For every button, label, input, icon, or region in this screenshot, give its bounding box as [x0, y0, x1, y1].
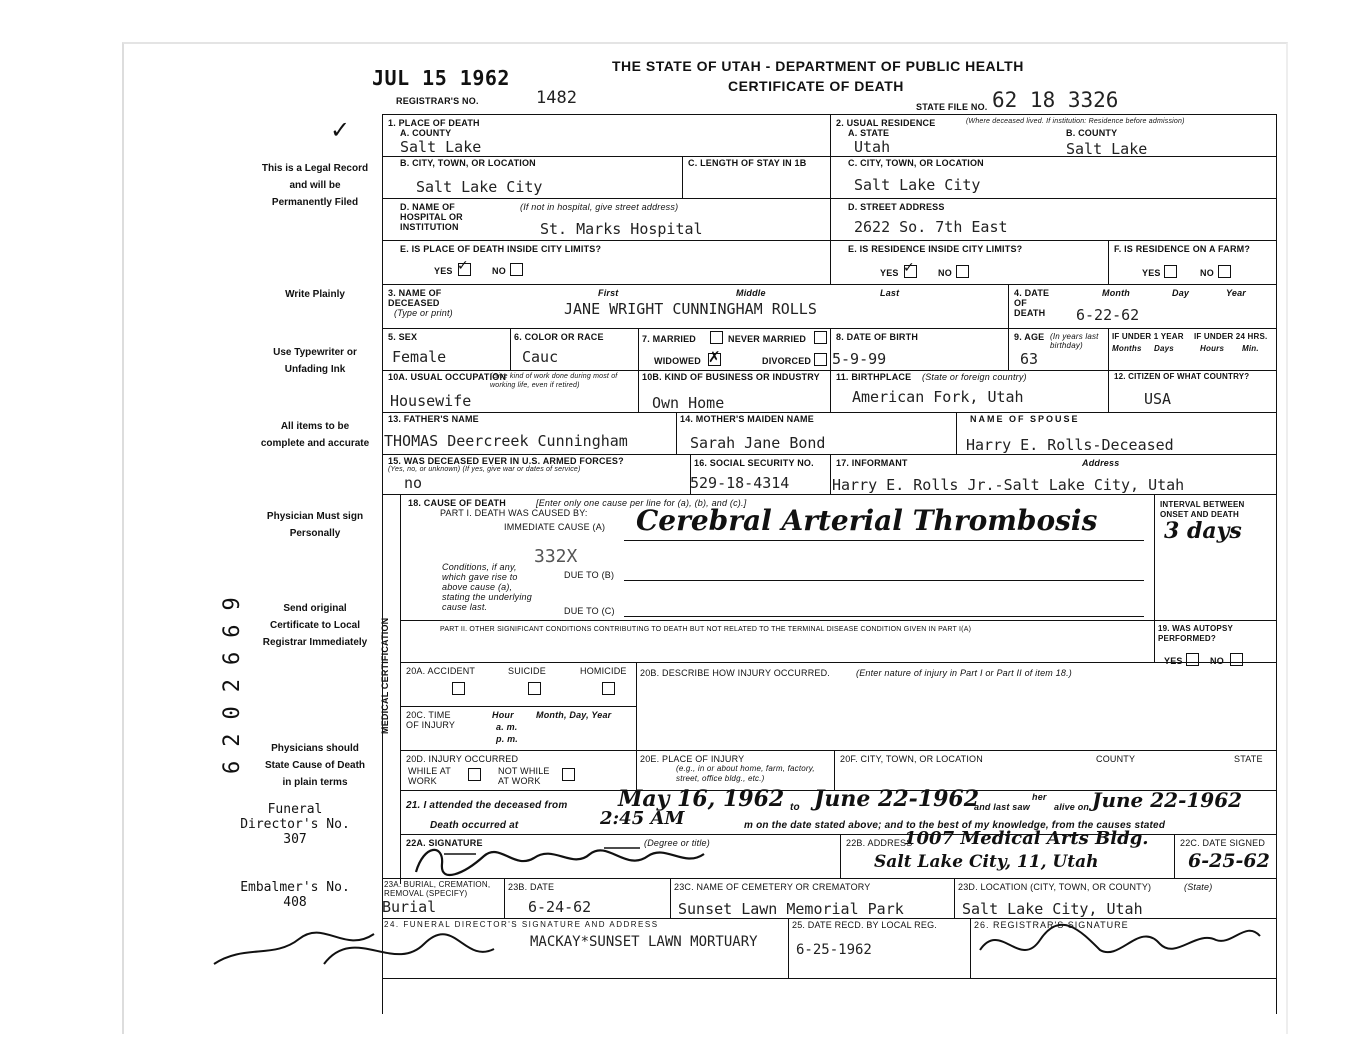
label-mother: 14. MOTHER'S MAIDEN NAME [680, 414, 814, 424]
label-hours: Hours [1200, 344, 1225, 353]
label-forces-note: (Yes, no, or unknown) (If yes, give war or dates of service) [388, 466, 581, 473]
label-birth: 8. DATE OF BIRTH [836, 332, 919, 342]
label-on-date: m on the date stated above; and to the best of my knowledge, from the causes stated [744, 820, 1166, 831]
note-typewriter: Use Typewriter or Unfading Ink [273, 347, 357, 375]
value-burial-date: 6-24-62 [528, 898, 592, 916]
label-hospital: D. NAME OF HOSPITAL OR INSTITUTION [400, 202, 463, 232]
note-physician-sign: Physician Must sign Personally [266, 511, 364, 539]
checkmark-icon: ✓ [330, 116, 351, 144]
label-county: A. COUNTY [400, 128, 452, 138]
label-day: Day [1172, 288, 1190, 298]
label-mdy: Month, Day, Year [536, 710, 612, 720]
value-name: JANE WRIGHT CUNNINGHAM ROLLS [564, 300, 817, 318]
label-street: D. STREET ADDRESS [848, 202, 945, 212]
label-occurred-at: Death occurred at [430, 820, 519, 831]
note-legal-record: This is a Legal Record and will be Permanently Filed [261, 163, 369, 208]
value-age: 63 [1020, 350, 1039, 368]
note-state-cause: Physicians should State Cause of Death in plain terms [264, 743, 366, 788]
label-injury-city: 20F. CITY, TOWN, OR LOCATION [840, 754, 983, 764]
label-funeral-signature: 24. FUNERAL DIRECTOR'S SIGNATURE AND ADDRESS [384, 920, 659, 929]
label-place-injury: 20E. PLACE OF INJURY [640, 754, 745, 764]
label-injury-occurred: 20D. INJURY OCCURRED [406, 754, 519, 764]
label-no-1: NO [492, 266, 506, 276]
value-city: Salt Lake City [416, 178, 543, 196]
label-divorced: DIVORCED [762, 356, 812, 366]
checkbox-autopsy-yes[interactable] [1186, 653, 1199, 666]
label-year: Year [1226, 288, 1246, 298]
label-widowed: WIDOWED [654, 356, 701, 366]
label-am: a. m. [496, 722, 518, 732]
value-business: Own Home [652, 394, 725, 412]
label-signature: 22A. SIGNATURE [406, 838, 483, 848]
value-sig-address-2: Salt Lake City, 11, Utah [874, 852, 1099, 872]
state-file-number: 62 18 3326 [992, 88, 1119, 112]
checkbox-autopsy-no[interactable] [1230, 653, 1243, 666]
label-registrar-signature: 26. REGISTRAR'S SIGNATURE [974, 920, 1129, 930]
value-birth: 5-9-99 [832, 350, 887, 368]
checkbox-not-work[interactable] [562, 768, 575, 781]
label-place-of-death: 1. PLACE OF DEATH [388, 118, 480, 128]
value-sig-address-1: 1007 Medical Arts Bldg. [904, 828, 1149, 849]
value-last-seen: June 22-1962 [1092, 788, 1243, 812]
label-occupation-note: (Give kind of work done during most of working life, even if retired) [490, 373, 618, 389]
label-cemetery: 23C. NAME OF CEMETERY OR CREMATORY [674, 882, 871, 892]
label-spouse: NAME OF SPOUSE [970, 414, 1080, 424]
label-days: Days [1154, 344, 1174, 353]
value-mother: Sarah Jane Bond [690, 434, 826, 452]
label-immediate-cause: IMMEDIATE CAUSE (A) [504, 522, 606, 532]
label-conditions: Conditions, if any, which gave rise to above cause (a), stating the underlying cause last. [442, 562, 532, 612]
check-mark-icon: ✓ [903, 260, 915, 276]
death-certificate [122, 42, 1288, 1034]
checkbox-accident[interactable] [452, 682, 465, 695]
label-name-note: (Type or print) [394, 308, 453, 318]
value-attended-to: June 22-1962 [814, 786, 980, 812]
label-alive-on: alive on [1054, 802, 1090, 812]
label-address: Address [1082, 458, 1120, 468]
label-burial-date: 23B. DATE [508, 882, 555, 892]
label-color: 6. COLOR OR RACE [514, 332, 604, 342]
value-death-date: 6-22-62 [1076, 306, 1140, 324]
value-cause-code: 332X [534, 546, 578, 567]
value-father: THOMAS Deercreek Cunningham [384, 432, 628, 450]
label-yes-autopsy: YES [1164, 656, 1183, 666]
label-cause-note: [Enter only one cause per line for (a), (b), and (c).] [536, 498, 747, 508]
value-burial: Burial [382, 898, 437, 916]
vertical-number: 6202669 [220, 583, 245, 774]
label-ssn: 16. SOCIAL SECURITY NO. [694, 458, 814, 468]
label-res-county: B. COUNTY [1066, 128, 1118, 138]
label-date-recd: 25. DATE RECD. BY LOCAL REG. [792, 920, 937, 930]
label-hour: Hour [492, 710, 514, 720]
label-interval: INTERVAL BETWEEN ONSET AND DEATH [1160, 500, 1245, 519]
label-state-short: (State) [1184, 882, 1213, 892]
checkbox-never-married[interactable] [814, 331, 827, 344]
label-length-of-stay: C. LENGTH OF STAY IN 1B [688, 158, 807, 168]
label-accident: 20A. ACCIDENT [406, 666, 476, 676]
value-mortuary: MACKAY*SUNSET LAWN MORTUARY [530, 934, 758, 950]
label-death-date: 4. DATE OF DEATH [1014, 288, 1050, 318]
label-suicide: SUICIDE [508, 666, 546, 676]
label-cause-of-death: 18. CAUSE OF DEATH [408, 498, 506, 508]
value-cemetery: Sunset Lawn Memorial Park [678, 900, 904, 918]
label-informant: 17. INFORMANT [836, 458, 908, 468]
label-inside-city: E. IS PLACE OF DEATH INSIDE CITY LIMITS? [400, 244, 602, 254]
label-part-1: PART I. DEATH WAS CAUSED BY: [440, 508, 588, 518]
label-married: 7. MARRIED [642, 334, 697, 344]
label-min: Min. [1242, 344, 1259, 353]
value-race: Cauc [522, 348, 559, 366]
label-last: Last [880, 288, 900, 298]
label-injury-county: COUNTY [1096, 754, 1136, 764]
label-sig-address: 22B. ADDRESS [846, 838, 913, 848]
label-part-2: PART II. OTHER SIGNIFICANT CONDITIONS CONTRIBUTING TO DEATH BUT NOT RELATED TO THE TERMINAL DISEASE CONDITION GIVEN IN PART I(A) [440, 626, 972, 633]
label-usual-residence: 2. USUAL RESIDENCE [836, 118, 936, 128]
label-her: her [1032, 792, 1047, 802]
label-yes-3: YES [1142, 268, 1161, 278]
label-pm: p. m. [496, 734, 519, 744]
registrar-number: 1482 [536, 88, 577, 108]
label-birthplace-note: (State or foreign country) [922, 372, 1027, 382]
label-under-1-year: IF UNDER 1 YEAR [1112, 332, 1184, 341]
label-month: Month [1102, 288, 1130, 298]
value-attended-from: May 16, 1962 [618, 786, 785, 812]
registrar-label: REGISTRAR'S NO. [396, 96, 479, 106]
label-age-note: (In years last birthday) [1050, 332, 1099, 350]
label-attended: 21. I attended the deceased from [406, 800, 568, 811]
note-write-plainly: Write Plainly [285, 289, 345, 300]
label-place-injury-note: (e.g., in or about home, farm, factory, street, office bldg., etc.) [676, 764, 815, 783]
label-business: 10B. KIND OF BUSINESS OR INDUSTRY [642, 372, 820, 382]
label-injury-how-note: (Enter nature of injury in Part I or Part II of item 18.) [856, 668, 1072, 678]
label-medical-certification: MEDICAL CERTIFICATION [380, 617, 390, 734]
value-occupation: Housewife [390, 392, 472, 410]
header-title: THE STATE OF UTAH - DEPARTMENT OF PUBLIC HEALTH [612, 58, 1024, 74]
label-name: 3. NAME OF DECEASED [388, 288, 442, 308]
label-father: 13. FATHER'S NAME [388, 414, 479, 424]
label-homicide: HOMICIDE [580, 666, 627, 676]
label-location: 23D. LOCATION (CITY, TOWN, OR COUNTY) [958, 882, 1152, 892]
value-res-county: Salt Lake [1066, 140, 1148, 158]
label-due-to-c: DUE TO (C) [564, 606, 615, 616]
label-hospital-note: (If not in hospital, give street address) [520, 202, 679, 212]
value-spouse: Harry E. Rolls-Deceased [966, 436, 1174, 454]
label-date-signed: 22C. DATE SIGNED [1180, 838, 1266, 848]
value-hospital: St. Marks Hospital [540, 220, 703, 238]
value-street: 2622 So. 7th East [854, 218, 1008, 236]
certificate-title: CERTIFICATE OF DEATH [728, 78, 904, 94]
label-under-24-hrs: IF UNDER 24 HRS. [1194, 332, 1268, 341]
value-location: Salt Lake City, Utah [962, 900, 1143, 918]
value-citizen: USA [1144, 390, 1172, 408]
checkbox-while-work[interactable] [468, 768, 481, 781]
registrar-signature [970, 900, 1270, 970]
label-farm: F. IS RESIDENCE ON A FARM? [1114, 244, 1251, 254]
value-res-city: Salt Lake City [854, 176, 981, 194]
label-state: A. STATE [848, 128, 890, 138]
label-yes-1: YES [434, 266, 453, 276]
value-sex: Female [392, 348, 447, 366]
label-city: B. CITY, TOWN, OR LOCATION [400, 158, 536, 168]
value-informant: Harry E. Rolls Jr.-Salt Lake City, Utah [832, 476, 1185, 494]
value-forces: no [404, 474, 423, 492]
label-no-3: NO [1200, 268, 1214, 278]
checkbox-divorced[interactable] [814, 353, 827, 366]
check-mark-icon: ✓ [457, 258, 469, 274]
received-stamp-date: JUL 15 1962 [372, 66, 510, 90]
checkbox-res-inside-no[interactable] [956, 265, 969, 278]
label-no-autopsy: NO [1210, 656, 1224, 666]
label-res-inside: E. IS RESIDENCE INSIDE CITY LIMITS? [848, 244, 1023, 254]
label-residence-note: (Where deceased lived. If institution: Residence before admission) [966, 118, 1185, 125]
label-injury-state: STATE [1234, 754, 1263, 764]
label-never-married: NEVER MARRIED [728, 334, 807, 344]
value-cause: Cerebral Arterial Thrombosis [636, 504, 1098, 537]
label-age: 9. AGE [1014, 332, 1045, 342]
label-middle: Middle [736, 288, 766, 298]
value-time: 2:45 AM [600, 808, 685, 829]
note-items-complete: All items to be complete and accurate [260, 421, 370, 449]
value-res-state: Utah [854, 138, 891, 156]
label-yes-2: YES [880, 268, 899, 278]
label-time-injury: 20C. TIME OF INJURY [406, 710, 456, 730]
note-send-original: Send original Certificate to Local Registrar Immediately [262, 603, 368, 648]
value-interval: 3 days [1164, 518, 1242, 544]
label-to: to [790, 802, 800, 813]
label-res-city: C. CITY, TOWN, OR LOCATION [848, 158, 984, 168]
label-no-2: NO [938, 268, 952, 278]
value-date-recd: 6-25-1962 [796, 942, 872, 958]
label-months: Months [1112, 344, 1142, 353]
label-while-work: WHILE AT WORK [408, 766, 451, 786]
label-forces: 15. WAS DECEASED EVER IN U.S. ARMED FORCES? [388, 456, 624, 466]
embalmer-signature [204, 904, 504, 984]
label-citizen: 12. CITIZEN OF WHAT COUNTRY? [1114, 372, 1250, 381]
checkbox-suicide[interactable] [528, 682, 541, 695]
label-last-saw: and last saw [974, 802, 1030, 812]
label-sex: 5. SEX [388, 332, 418, 342]
note-funeral-director-no: Funeral Director's No. 307 [240, 802, 350, 847]
value-ssn: 529-18-4314 [690, 474, 790, 492]
label-autopsy: 19. WAS AUTOPSY PERFORMED? [1158, 624, 1233, 643]
checkbox-farm-no[interactable] [1218, 265, 1231, 278]
checkbox-married[interactable] [710, 331, 723, 344]
checkbox-homicide[interactable] [602, 682, 615, 695]
label-due-to-b: DUE TO (B) [564, 570, 615, 580]
x-mark-icon: ✗ [708, 348, 721, 366]
label-first: First [598, 288, 619, 298]
note-embalmer-no: Embalmer's No. 408 [240, 880, 350, 910]
state-file-label: STATE FILE NO. [916, 102, 988, 112]
value-county: Salt Lake [400, 138, 482, 156]
physician-signature [404, 834, 724, 880]
label-burial: 23A. BURIAL, CREMATION, REMOVAL (SPECIFY) [384, 880, 491, 898]
checkbox-inside-city-no[interactable] [510, 263, 523, 276]
label-birthplace: 11. BIRTHPLACE [836, 372, 912, 382]
label-occupation: 10A. USUAL OCCUPATION [388, 372, 507, 382]
label-injury-how: 20B. DESCRIBE HOW INJURY OCCURRED. [640, 668, 830, 678]
label-degree: (Degree or title) [644, 838, 710, 848]
value-birthplace: American Fork, Utah [852, 388, 1024, 406]
value-date-signed: 6-25-62 [1188, 850, 1270, 872]
checkbox-farm-yes[interactable] [1164, 265, 1177, 278]
label-not-work: NOT WHILE AT WORK [498, 766, 550, 786]
